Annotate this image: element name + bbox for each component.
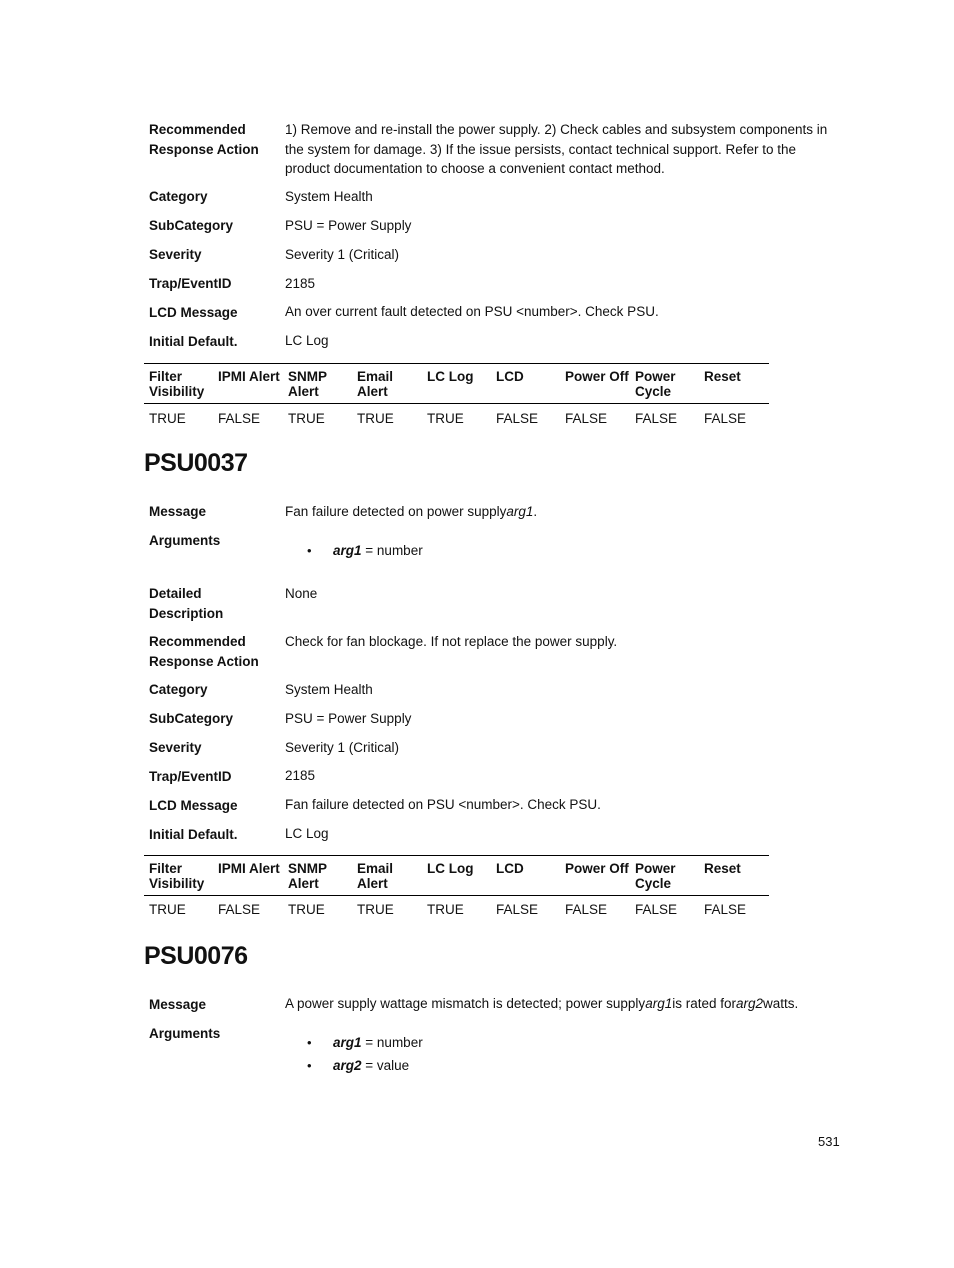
- value-lcd-message: An over current fault detected on PSU <number>. Check PSU.: [285, 304, 659, 319]
- th-filter-visibility: Filter Visibility: [149, 369, 205, 399]
- th-lc-log: LC Log: [427, 861, 474, 876]
- bullet-icon: •: [307, 1035, 312, 1050]
- heading-psu0076: PSU0076: [144, 942, 248, 970]
- label-category: Category: [149, 189, 208, 204]
- bullet-icon: •: [307, 543, 312, 558]
- label-severity: Severity: [149, 740, 202, 755]
- th-email-alert: Email Alert: [357, 861, 394, 891]
- td-filter-visibility: TRUE: [149, 411, 186, 426]
- heading-psu0037: PSU0037: [144, 449, 248, 477]
- td-power-off: FALSE: [565, 902, 608, 917]
- value-initial-default: LC Log: [285, 333, 329, 348]
- label-recommended-response-action: Recommended Response Action: [149, 634, 259, 669]
- argument-item: arg1 = number: [333, 1035, 423, 1050]
- label-arguments: Arguments: [149, 533, 221, 548]
- td-lcd: FALSE: [496, 411, 539, 426]
- td-email-alert: TRUE: [357, 902, 394, 917]
- label-message: Message: [149, 997, 207, 1012]
- th-lc-log: LC Log: [427, 369, 474, 384]
- value-subcategory: PSU = Power Supply: [285, 218, 412, 233]
- argument-item: arg1 = number: [333, 543, 423, 558]
- value-detailed-description: None: [285, 586, 318, 601]
- th-lcd: LCD: [496, 369, 524, 384]
- th-reset: Reset: [704, 861, 741, 876]
- message-arg: arg1: [506, 504, 534, 519]
- td-power-cycle: FALSE: [635, 902, 678, 917]
- label-severity: Severity: [149, 247, 202, 262]
- th-snmp-alert: SNMP Alert: [288, 861, 328, 891]
- message-end: .: [533, 504, 538, 519]
- label-subcategory: SubCategory: [149, 711, 234, 726]
- th-ipmi-alert: IPMI Alert: [218, 861, 280, 876]
- argument-item: arg2 = value: [333, 1058, 410, 1073]
- label-lcd-message: LCD Message: [149, 798, 238, 813]
- value-message: [285, 502, 833, 522]
- value-category: System Health: [285, 682, 373, 697]
- label-arguments: Arguments: [149, 1026, 221, 1041]
- th-power-off: Power Off: [565, 369, 629, 384]
- td-reset: FALSE: [704, 902, 747, 917]
- td-power-off: FALSE: [565, 411, 608, 426]
- message-text: Fan failure detected on power supply: [285, 504, 507, 519]
- th-power-cycle: Power Cycle: [635, 369, 676, 399]
- td-reset: FALSE: [704, 411, 747, 426]
- value-lcd-message: Fan failure detected on PSU <number>. Check PSU.: [285, 797, 601, 812]
- th-reset: Reset: [704, 369, 741, 384]
- td-lcd: FALSE: [496, 902, 539, 917]
- label-subcategory: SubCategory: [149, 218, 234, 233]
- value-recommended-response-action: 1) Remove and re-install the power supply. 2) Check cables and subsystem components in the system for damage. 3) If the issue persists, contact technical support. Refer to the product documentation to choose a convenient contact method.: [285, 122, 828, 176]
- value-initial-default: LC Log: [285, 826, 329, 841]
- th-snmp-alert: SNMP Alert: [288, 369, 328, 399]
- td-filter-visibility: TRUE: [149, 902, 186, 917]
- value-message: A power supply wattage mismatch is detected; power supplyarg1is rated forarg2watts.: [285, 996, 799, 1011]
- td-snmp-alert: TRUE: [288, 902, 325, 917]
- label-recommended-response-action: Recommended Response Action: [149, 122, 259, 157]
- value-subcategory: PSU = Power Supply: [285, 711, 412, 726]
- label-lcd-message: LCD Message: [149, 305, 238, 320]
- th-filter-visibility: Filter Visibility: [149, 861, 205, 891]
- label-detailed-description: Detailed Description: [149, 586, 224, 621]
- td-email-alert: TRUE: [357, 411, 394, 426]
- th-email-alert: Email Alert: [357, 369, 394, 399]
- value-severity: Severity 1 (Critical): [285, 247, 400, 262]
- value-category: System Health: [285, 189, 373, 204]
- td-snmp-alert: TRUE: [288, 411, 325, 426]
- td-lc-log: TRUE: [427, 411, 464, 426]
- value-trap-eventid: 2185: [285, 276, 316, 291]
- th-ipmi-alert: IPMI Alert: [218, 369, 280, 384]
- th-power-off: Power Off: [565, 861, 629, 876]
- th-power-cycle: Power Cycle: [635, 861, 676, 891]
- td-power-cycle: FALSE: [635, 411, 678, 426]
- bullet-icon: •: [307, 1058, 312, 1073]
- label-initial-default: Initial Default.: [149, 827, 238, 842]
- td-ipmi-alert: FALSE: [218, 902, 261, 917]
- th-lcd: LCD: [496, 861, 524, 876]
- label-trap-eventid: Trap/EventID: [149, 276, 232, 291]
- label-message: Message: [149, 504, 207, 519]
- value-severity: Severity 1 (Critical): [285, 740, 400, 755]
- value-recommended-response-action: Check for fan blockage. If not replace the power supply.: [285, 634, 618, 649]
- page-number: 531: [818, 1134, 840, 1149]
- label-initial-default: Initial Default.: [149, 334, 238, 349]
- label-trap-eventid: Trap/EventID: [149, 769, 232, 784]
- value-trap-eventid: 2185: [285, 768, 316, 783]
- td-ipmi-alert: FALSE: [218, 411, 261, 426]
- td-lc-log: TRUE: [427, 902, 464, 917]
- label-category: Category: [149, 682, 208, 697]
